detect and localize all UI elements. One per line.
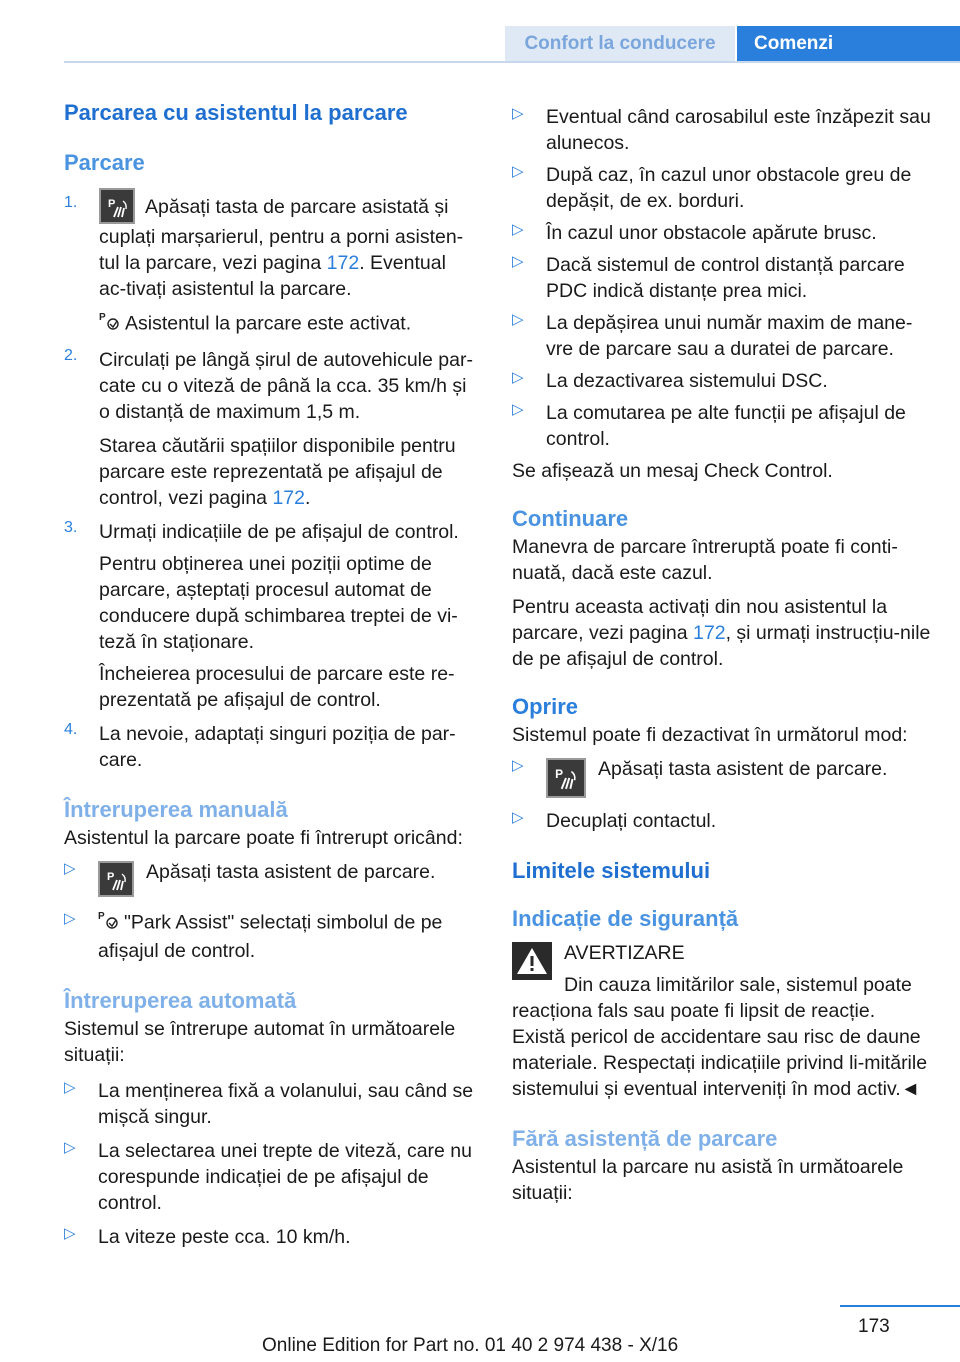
list-item: ▷ La dezactivarea sistemului DSC. <box>512 369 828 392</box>
svg-text:P: P <box>107 871 115 883</box>
list-item: ▷ La menținerea fixă a volanului, sau când se mișcă singur. <box>64 1079 474 1128</box>
svg-text:P: P <box>99 312 106 323</box>
subsection-manual-stop: Întreruperea manuală <box>64 797 288 822</box>
svg-text:P: P <box>98 911 105 922</box>
bullet-icon: ▷ <box>64 1079 76 1096</box>
subsection-stop: Oprire <box>512 694 579 719</box>
section-title-limits: Limitele sistemului <box>512 858 711 883</box>
list-item: ▷ P "Park Assist" selectați simbolul de pe afișajul de control. <box>64 910 443 962</box>
list-item: ▷ La selectarea unei trepte de viteză, care nu corespunde indicației de pe afișajul de control. <box>64 1139 472 1214</box>
subsection-no-assist: Fără asistență de parcare <box>512 1126 778 1151</box>
section-title: Parcarea cu asistentul la parcare <box>64 100 408 125</box>
bullet-icon: ▷ <box>512 401 524 418</box>
bullet-icon: ▷ <box>512 253 524 270</box>
subsection-safety: Indicație de siguranță <box>512 906 739 931</box>
list-item: ▷ La depășirea unui număr maxim de mane-vre de parcare sau a duratei de parcare. <box>512 311 913 360</box>
footer-divider <box>840 1305 960 1307</box>
bullet-icon: ▷ <box>512 369 524 386</box>
list-item: ▷ Dacă sistemul de control distanță parcare PDC indică distanțe prea mici. <box>512 253 905 302</box>
page-link[interactable]: 172 <box>272 487 305 509</box>
header-divider <box>64 61 960 63</box>
bullet-icon: ▷ <box>64 1139 76 1156</box>
park-assist-button-icon <box>99 188 135 224</box>
warning-block <box>512 940 932 1102</box>
page-link[interactable]: 172 <box>326 252 360 274</box>
step-4: 4. La nevoie, adaptați singuri poziția de par-care. <box>64 721 456 771</box>
subsection-continue: Continuare <box>512 506 629 531</box>
subsection-auto-stop: Întreruperea automată <box>64 988 297 1013</box>
bullet-icon: ▷ <box>512 757 524 774</box>
bullet-icon: ▷ <box>64 910 76 927</box>
list-item: ▷ P Apăsați tasta asistent de parcare. <box>64 859 476 899</box>
chapter-tab[interactable]: Comenzi <box>737 26 960 62</box>
list-item: ▷ La viteze peste cca. 10 km/h. <box>64 1225 351 1248</box>
park-assist-active-icon <box>99 310 125 339</box>
step-1: 1. P Apăsați tasta de parcare asistată și cuplați marșarierul, pentru a porni asisten-tul la parcare, vezi pagina 172. Eventual ac-tivați asistentul la parcare. P Asistentul la parcare este activat. <box>64 194 476 339</box>
park-assist-button-icon <box>98 861 134 897</box>
list-item: ▷ La comutarea pe alte funcții pe afișajul de control. <box>512 401 906 450</box>
bullet-icon: ▷ <box>512 809 524 826</box>
warning-icon <box>512 942 552 980</box>
park-assist-symbol-icon <box>98 909 124 938</box>
list-item: ▷ Eventual când carosabilul este înzăpezit sau alunecos. <box>512 105 931 154</box>
subsection-parcare: Parcare <box>64 150 145 175</box>
page-number: 173 <box>858 1316 890 1337</box>
bullet-icon: ▷ <box>64 860 76 877</box>
warning-text: Din cauza limitărilor sale, sistemul poate reacționa fals sau poate fi lipsit de reacție. Există pericol de accidentare sau risc de daune materiale. Respectați indicațiile privind li-mitările sistemului și eventual interveniți în mod activ.◄ <box>512 974 928 1100</box>
edition-note: Online Edition for Part no. 01 40 2 974 438 - X/16 <box>262 1335 679 1356</box>
list-item: ▷ După caz, în cazul unor obstacole greu de depășit, de ex. borduri. <box>512 163 912 212</box>
right-column: ▷ Eventual când carosabilul este înzăpezit sau alunecos. ▷ După caz, în cazul unor obstacole greu de depășit, de ex. borduri. ▷ În cazul unor obstacole apărute brusc. ▷ Dacă sistemul de control distanță parcare PDC indică distanțe prea mici. ▷ La depășirea unui număr maxim de mane-vre de parcare sau a duratei de parcare. ▷ La dezactivarea sistemului DSC. ▷ La comutarea pe alte funcții pe afișajul de control. Se afișează un mesaj Check Control. Continuare Manevra de parcare întreruptă poate fi conti-nuată, dacă este cazul. Pentru aceasta activați din nou asistentul la parcare, vezi pagina 172, și urmați instrucțiu-nile de pe afișajul de control. Oprire Sistemul poate fi dezactivat în următorul mod: ▷ P Apăsați tasta asistent de parcare. ▷ Decuplați contactul. Limitele sistemului Indicație de siguranță AVERTIZARE Din cauza limitărilor sale, sistemul poate reacționa fals sau poate fi lipsit de reacție. Există pericol de accidentare sau risc de daune materiale. Respectați indicațiile privind li-mitările sistemului și eventual interveniți în mod activ.◄ Fără asistență de parcare Asistentul la parcare nu asistă în următoarele situații: <box>512 105 931 1204</box>
bullet-icon: ▷ <box>512 105 524 122</box>
park-assist-button-icon <box>546 758 586 798</box>
warning-title: AVERTIZARE <box>564 942 685 964</box>
page-header <box>0 0 960 62</box>
left-column: Parcarea cu asistentul la parcare Parcare 1. P Apăsați tasta de parcare asistată și cuplați marșarierul, pentru a porni asisten-tul la parcare, vezi pagina 172. Eventual ac-tivați asistentul la parcare. P Asistentul la parcare este activat. 2. Circulați pe lângă șirul de autovehicule par-cate cu o viteză de până la cca. 35 km/h și o distanță de maximum 1,5 m. Starea căutării spațiilor disponibile pentru parcare este reprezentată pe afișajul de control, vezi pagina 172. 3. Urmați indicațiile de pe afișajul de control. Pentru obținerea unei poziții optime de parcare, așteptați procesul automat de conducere după schimbarea treptei de vi-teză în staționare. Încheierea procesului de parcare este re-prezentată pe afișajul de control. 4. La nevoie, adaptați singuri poziția de par-care. Întreruperea manuală Asistentul la parcare poate fi întrerupt oricând: ▷ P Apăsați tasta asistent de parcare. ▷ P "Park Assist" selectați simbolul de pe afișajul de control. Întreruperea automată Sistemul se întrerupe automat în următoarele situații: ▷ La menținerea fixă a volanului, sau când se mișcă singur. ▷ La selectarea unei trepte de viteză, care nu corespunde indicației de pe afișajul de control. ▷ La viteze peste cca. 10 km/h. <box>64 98 476 1250</box>
svg-text:P: P <box>108 198 116 210</box>
bullet-icon: ▷ <box>64 1225 76 1242</box>
step-3: 3. Urmați indicațiile de pe afișajul de control. Pentru obținerea unei poziții optime de parcare, așteptați procesul automat de conducere după schimbarea treptei de vi-teză în staționare. Încheierea procesului de parcare este re-prezentată pe afișajul de control. <box>64 519 459 711</box>
list-item: ▷ P Apăsați tasta asistent de parcare. <box>512 756 932 798</box>
list-item: ▷ Decuplați contactul. <box>512 809 717 832</box>
bullet-icon: ▷ <box>512 221 524 238</box>
bullet-icon: ▷ <box>512 311 524 328</box>
page-link[interactable]: 172 <box>693 622 726 644</box>
step-2: 2. Circulați pe lângă șirul de autovehicule par-cate cu o viteză de până la cca. 35 km/h și o distanță de maximum 1,5 m. Starea căutării spațiilor disponibile pentru parcare este reprezentată pe afișajul de control, vezi pagina 172. <box>64 347 473 509</box>
section-tab[interactable]: Confort la conducere <box>505 26 735 62</box>
list-item: ▷ În cazul unor obstacole apărute brusc. <box>512 221 877 244</box>
bullet-icon: ▷ <box>512 163 524 180</box>
svg-text:P: P <box>555 767 564 781</box>
